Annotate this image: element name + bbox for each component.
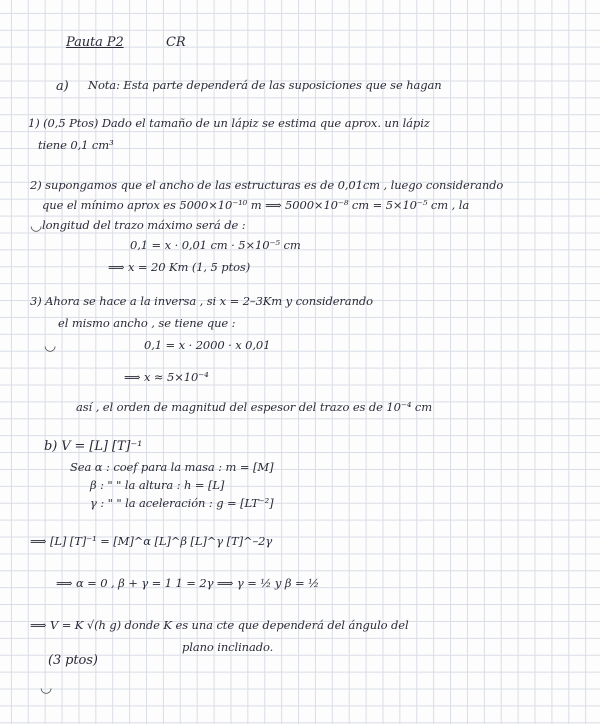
tick-mark: ◡ [44, 338, 57, 354]
item2-line: que el mínimo aprox es 5000×10⁻¹⁰ m ⟹ 5000×10⁻⁸ cm = 5×10⁻⁵ cm , la [42, 198, 470, 212]
tick-mark: ◡ [40, 680, 53, 696]
item3-line: 3) Ahora se hace a la inversa , si x = 2–3Km y considerando [30, 294, 373, 308]
part-b-line: b) V = [L] [T]⁻¹ [44, 439, 143, 454]
author-initials: CR [166, 35, 186, 50]
item3-line: ⟹ x ≈ 5×10⁻⁴ [124, 370, 209, 384]
item3-line: así , el orden de magnitud del espesor del trazo es de 10⁻⁴ cm [76, 400, 433, 414]
part-b-line: Sea α : coef para la masa : m = [M] [70, 460, 274, 474]
part-b-score: (3 ptos) [48, 653, 98, 668]
part-a-note: Nota: Esta parte dependerá de las suposiciones que se hagan [88, 78, 442, 92]
item2-line: 2) supongamos que el ancho de las estructuras es de 0,01cm , luego considerando [30, 178, 504, 192]
part-a-label: a) [56, 79, 69, 94]
item3-line: el mismo ancho , se tiene que : [58, 316, 236, 330]
item2-line: 0,1 = x · 0,01 cm · 5×10⁻⁵ cm [130, 238, 301, 252]
item2-line: ⟹ x = 20 Km (1, 5 ptos) [108, 260, 251, 274]
tick-mark: ◡ [30, 218, 43, 234]
item3-line: 0,1 = x · 2000 · x 0,01 [144, 338, 271, 352]
part-b-line: ⟹ V = K √(h g) donde K es una cte que dependerá del ángulo del [30, 618, 409, 632]
part-b-line: ⟹ [L] [T]⁻¹ = [M]^α [L]^β [L]^γ [T]^–2γ [30, 534, 273, 548]
item2-line: longitud del trazo máximo será de : [42, 218, 246, 232]
part-b-line: plano inclinado. [182, 640, 274, 654]
item1-line: tiene 0,1 cm³ [38, 138, 114, 152]
part-b-line: β : " " la altura : h = [L] [90, 478, 225, 492]
page-title: Pauta P2 [66, 35, 124, 50]
part-b-line: γ : " " la aceleración : g = [LT⁻²] [90, 496, 274, 510]
part-b-line: ⟹ α = 0 , β + γ = 1 1 = 2γ ⟹ γ = ½ y β = ½ [56, 576, 320, 590]
item1-line: 1) (0,5 Ptos) Dado el tamaño de un lápiz se estima que aprox. un lápiz [28, 116, 430, 130]
